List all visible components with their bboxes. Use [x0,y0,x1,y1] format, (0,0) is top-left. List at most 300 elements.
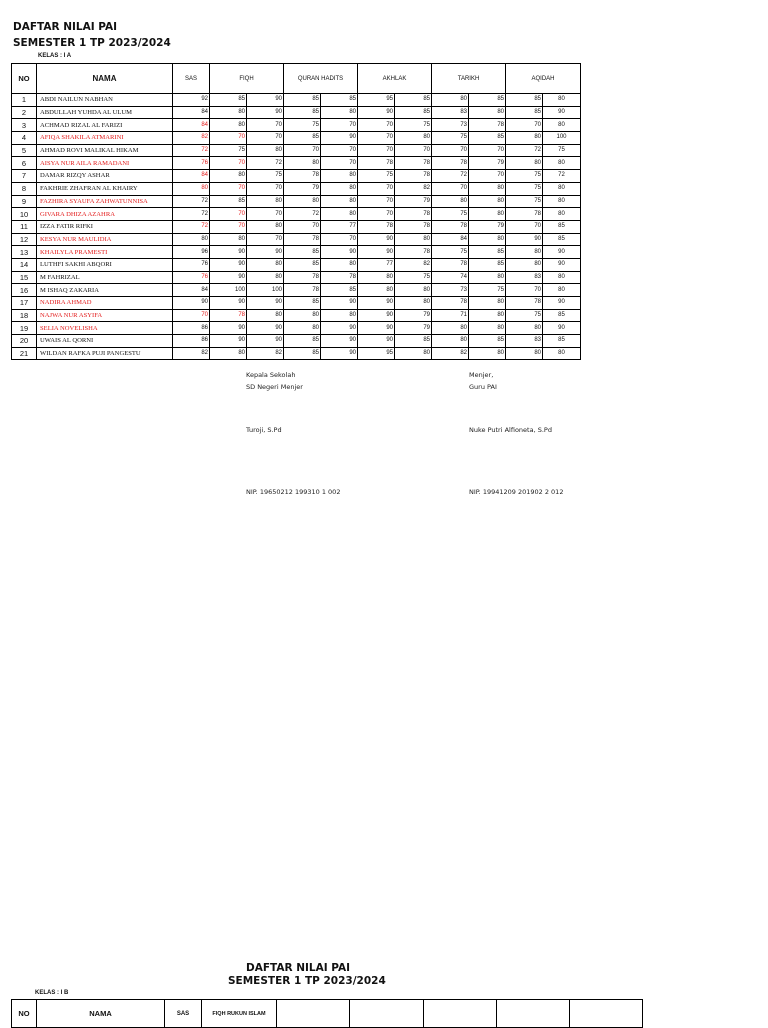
grade-cell: 85 [284,297,321,310]
grades-table [11,63,581,360]
grade-cell: 96 [173,246,210,259]
grade-cell: 78 [358,157,395,170]
table-row [12,182,581,195]
grade-cell: 73 [432,119,469,132]
grade-cell: 70 [432,144,469,157]
grade-cell: 90 [210,322,247,335]
grade-cell: 90 [210,258,247,271]
student-name: LUTHFI SAKHI ABQORI [37,258,173,271]
table-row [12,157,581,170]
grade-cell: 80 [469,182,506,195]
table-row [12,220,581,233]
grade-cell: 85 [284,347,321,360]
grade-cell: 78 [432,297,469,310]
grade-cell: 85 [284,335,321,348]
grade-cell: 78 [284,170,321,183]
grade-cell: 90 [358,106,395,119]
grade-cell: 85 [469,258,506,271]
table-row [12,322,581,335]
header-empty-1 [277,1000,350,1028]
grade-cell: 80 [247,144,284,157]
grade-cell: 80 [210,119,247,132]
grade-cell: 80 [247,309,284,322]
grade-cell: 90 [321,132,358,145]
grade-cell: 70 [210,208,247,221]
grade-cell: 75 [543,144,581,157]
grade-cell: 85 [284,246,321,259]
row-number: 20 [12,335,37,348]
grade-cell: 80 [469,322,506,335]
student-name: SELIA NOVELISHA [37,322,173,335]
grade-cell: 70 [247,132,284,145]
grade-cell: 75 [506,195,543,208]
document-subtitle-2: SEMESTER 1 TP 2023/2024 [228,975,386,987]
grade-cell: 78 [506,297,543,310]
grade-cell: 85 [284,258,321,271]
grade-cell: 85 [284,106,321,119]
grade-cell: 70 [321,119,358,132]
grade-cell: 75 [506,309,543,322]
grade-cell: 70 [210,132,247,145]
student-name: GIVARA DHIZA AZAHRA [37,208,173,221]
grade-cell: 75 [469,284,506,297]
grade-cell: 90 [321,335,358,348]
grade-cell: 80 [210,347,247,360]
document-title: DAFTAR NILAI PAI [13,21,118,33]
grade-cell: 71 [432,309,469,322]
header-empty-2 [350,1000,424,1028]
grade-cell: 80 [543,119,581,132]
grade-cell: 75 [358,170,395,183]
grade-cell: 70 [321,144,358,157]
grade-cell: 80 [543,182,581,195]
grade-cell: 78 [358,220,395,233]
table-row [12,258,581,271]
grade-cell: 78 [395,157,432,170]
grade-cell: 90 [247,246,284,259]
grade-cell: 90 [506,233,543,246]
grade-cell: 70 [506,119,543,132]
grade-cell: 100 [543,132,581,145]
grade-cell: 78 [432,220,469,233]
header-aqidah: AQIDAH [506,64,581,94]
grade-cell: 74 [432,271,469,284]
grade-cell: 78 [432,258,469,271]
table-row [12,132,581,145]
grade-cell: 78 [321,271,358,284]
grade-cell: 80 [284,195,321,208]
grade-cell: 80 [358,271,395,284]
grade-cell: 70 [358,195,395,208]
grade-cell: 85 [469,94,506,107]
grade-cell: 85 [321,284,358,297]
grade-cell: 80 [469,309,506,322]
grade-cell: 70 [358,208,395,221]
grade-cell: 85 [506,94,543,107]
grade-cell: 80 [247,220,284,233]
grade-cell: 80 [321,309,358,322]
grade-cell: 80 [543,284,581,297]
grade-cell: 72 [247,157,284,170]
principal-name: Turoji, S.Pd [246,426,282,434]
grade-cell: 85 [395,94,432,107]
header-sas-2: SAS [165,1000,202,1028]
row-number: 9 [12,195,37,208]
grade-cell: 70 [247,208,284,221]
grade-cell: 76 [173,258,210,271]
grade-cell: 80 [469,297,506,310]
header-fiqh-2: FIQH RUKUN ISLAM [202,1000,277,1028]
grade-cell: 72 [432,170,469,183]
grade-cell: 78 [395,208,432,221]
grade-cell: 70 [358,182,395,195]
grade-cell: 80 [284,309,321,322]
grade-cell: 80 [506,246,543,259]
grade-cell: 75 [395,119,432,132]
grade-cell: 90 [247,106,284,119]
grade-cell: 80 [543,347,581,360]
grade-cell: 80 [432,322,469,335]
grade-cell: 78 [395,246,432,259]
table-row [12,246,581,259]
grade-cell: 83 [506,335,543,348]
grade-cell: 70 [506,284,543,297]
table-row [12,208,581,221]
grade-cell: 78 [284,284,321,297]
table-row [12,119,581,132]
grade-cell: 70 [284,220,321,233]
grade-cell: 85 [506,106,543,119]
grade-cell: 70 [210,220,247,233]
row-number: 21 [12,347,37,360]
teacher-name: Nuke Putri Alfioneta, S.Pd [469,426,552,434]
header-no: NO [12,64,37,94]
grade-cell: 80 [247,271,284,284]
grade-cell: 90 [543,106,581,119]
grade-cell: 85 [284,132,321,145]
grade-cell: 72 [173,220,210,233]
grade-cell: 72 [173,195,210,208]
header-akhlak: AKHLAK [358,64,432,94]
header-tarikh: TARIKH [432,64,506,94]
header-no-2: NO [12,1000,37,1028]
teacher-title: Guru PAI [469,383,497,391]
grade-cell: 84 [173,170,210,183]
grade-cell: 80 [432,94,469,107]
grade-cell: 84 [432,233,469,246]
grade-cell: 90 [543,246,581,259]
grade-cell: 80 [284,322,321,335]
header-fiqh: FIQH [210,64,284,94]
row-number: 13 [12,246,37,259]
grade-cell: 82 [395,258,432,271]
grade-cell: 85 [210,195,247,208]
grade-cell: 80 [395,284,432,297]
grade-cell: 90 [247,322,284,335]
row-number: 8 [12,182,37,195]
grade-cell: 90 [247,335,284,348]
table-row [12,170,581,183]
grade-cell: 85 [284,94,321,107]
student-name: ACHMAD RIZAL AL FARIZI [37,119,173,132]
grade-cell: 79 [395,309,432,322]
grade-cell: 78 [469,119,506,132]
grade-cell: 70 [210,157,247,170]
grade-cell: 82 [432,347,469,360]
grade-cell: 100 [247,284,284,297]
grade-cell: 70 [247,119,284,132]
row-number: 12 [12,233,37,246]
grade-cell: 80 [543,271,581,284]
grade-cell: 80 [506,132,543,145]
grade-cell: 78 [432,157,469,170]
row-number: 19 [12,322,37,335]
grade-cell: 85 [543,309,581,322]
grade-cell: 79 [395,195,432,208]
grade-cell: 70 [469,144,506,157]
grade-cell: 70 [506,220,543,233]
grade-cell: 90 [321,246,358,259]
grade-cell: 85 [469,132,506,145]
student-name: UWAIS AL QORNI [37,335,173,348]
grade-cell: 83 [506,271,543,284]
grade-cell: 80 [321,195,358,208]
header-empty-3 [424,1000,497,1028]
grade-cell: 90 [358,309,395,322]
grade-cell: 78 [284,271,321,284]
grade-cell: 80 [469,271,506,284]
class-label-2: KELAS : I B [35,990,69,996]
row-number: 5 [12,144,37,157]
table-row [12,284,581,297]
grade-cell: 82 [247,347,284,360]
student-name: FAKHRIE ZHAFRAN AL KHAIRY [37,182,173,195]
place-label: Menjer, [469,371,494,379]
header-empty-5 [570,1000,643,1028]
grade-cell: 80 [395,347,432,360]
table-row [12,94,581,107]
header-nama-2: NAMA [37,1000,165,1028]
grade-cell: 90 [210,271,247,284]
grade-cell: 75 [432,132,469,145]
grade-cell: 70 [358,119,395,132]
student-name: ABDULLAH YUHDA AL ULUM [37,106,173,119]
grade-cell: 85 [469,246,506,259]
grade-cell: 70 [210,182,247,195]
grade-cell: 86 [173,335,210,348]
grade-cell: 80 [543,157,581,170]
row-number: 18 [12,309,37,322]
student-name: ABDI NAILUN NABHAN [37,94,173,107]
grade-cell: 90 [321,347,358,360]
student-name: AISYA NUR AILA RAMADANI [37,157,173,170]
grade-cell: 80 [432,335,469,348]
grade-cell: 70 [247,182,284,195]
grade-cell: 85 [543,220,581,233]
table-row [12,309,581,322]
student-name: KESYA NUR MAULIDIA [37,233,173,246]
header-nama: NAMA [37,64,173,94]
grade-cell: 90 [358,322,395,335]
grade-cell: 79 [469,157,506,170]
grade-cell: 75 [210,144,247,157]
grade-cell: 80 [469,208,506,221]
school-name: SD Negeri Menjer [246,383,303,391]
grade-cell: 70 [247,233,284,246]
grade-cell: 79 [469,220,506,233]
grade-cell: 75 [506,170,543,183]
table-row [12,233,581,246]
grade-cell: 80 [173,182,210,195]
grade-cell: 70 [321,157,358,170]
table-row [12,335,581,348]
grade-cell: 86 [173,322,210,335]
grade-cell: 78 [395,170,432,183]
grade-cell: 77 [358,258,395,271]
student-name: IZZA FATIR RIFKI [37,220,173,233]
grade-cell: 85 [395,106,432,119]
grade-cell: 70 [284,144,321,157]
grade-cell: 95 [358,347,395,360]
row-number: 11 [12,220,37,233]
grade-cell: 84 [173,284,210,297]
grade-cell: 80 [395,297,432,310]
row-number: 1 [12,94,37,107]
grade-cell: 75 [395,271,432,284]
document-title-2: DAFTAR NILAI PAI [246,962,351,974]
table-row [12,106,581,119]
grade-cell: 100 [210,284,247,297]
grade-cell: 72 [284,208,321,221]
row-number: 6 [12,157,37,170]
row-number: 14 [12,258,37,271]
grade-cell: 72 [543,170,581,183]
grade-cell: 80 [247,258,284,271]
grade-cell: 76 [173,271,210,284]
row-number: 10 [12,208,37,221]
header-row-2 [12,1000,643,1028]
grade-cell: 80 [247,195,284,208]
grade-cell: 70 [173,309,210,322]
grade-cell: 90 [247,297,284,310]
grade-cell: 80 [469,195,506,208]
grade-cell: 77 [321,220,358,233]
document-subtitle: SEMESTER 1 TP 2023/2024 [13,37,171,49]
grade-cell: 90 [210,335,247,348]
grade-cell: 72 [506,144,543,157]
grade-cell: 80 [395,132,432,145]
grade-cell: 80 [432,195,469,208]
grade-cell: 90 [358,233,395,246]
grade-cell: 80 [210,170,247,183]
grade-cell: 78 [210,309,247,322]
grade-cell: 79 [395,322,432,335]
grade-cell: 80 [321,258,358,271]
grade-cell: 72 [173,144,210,157]
grade-cell: 84 [173,119,210,132]
grade-cell: 82 [173,347,210,360]
header-quran-hadits: QURAN HADITS [284,64,358,94]
student-name: DAMAR RIZQY ASHAR [37,170,173,183]
grade-cell: 80 [321,208,358,221]
grade-cell: 80 [543,195,581,208]
grade-cell: 92 [173,94,210,107]
grade-cell: 90 [173,297,210,310]
table-row [12,297,581,310]
grade-cell: 80 [469,347,506,360]
student-name: AHMAD ROVI MALIKAL HIKAM [37,144,173,157]
student-name: WILDAN RAFKA PUJI PANGESTU [37,347,173,360]
grade-cell: 73 [432,284,469,297]
grade-cell: 70 [358,132,395,145]
grade-cell: 90 [543,258,581,271]
grade-cell: 76 [173,157,210,170]
table-row [12,271,581,284]
header-sas: SAS [173,64,210,94]
grade-cell: 82 [395,182,432,195]
grade-cell: 90 [543,322,581,335]
grade-cell: 80 [284,157,321,170]
grade-cell: 85 [210,94,247,107]
grade-cell: 80 [543,94,581,107]
header-empty-4 [497,1000,570,1028]
student-name: NADIRA AHMAD [37,297,173,310]
grade-cell: 72 [173,208,210,221]
grade-cell: 75 [506,182,543,195]
class-label: KELAS : I A [38,53,72,59]
grade-cell: 79 [284,182,321,195]
principal-title: Kepala Sekolah [246,371,296,379]
grade-cell: 80 [506,322,543,335]
grade-cell: 80 [321,106,358,119]
grade-cell: 85 [395,335,432,348]
grade-cell: 80 [395,233,432,246]
student-name: AFIQA SHAKILA ATMARINI [37,132,173,145]
grade-cell: 90 [210,297,247,310]
grade-cell: 75 [247,170,284,183]
grade-cell: 90 [321,297,358,310]
principal-nip: NIP. 19650212 199310 1 002 [246,488,341,496]
grade-cell: 95 [358,94,395,107]
grade-cell: 80 [469,233,506,246]
grade-cell: 85 [469,335,506,348]
grade-cell: 80 [506,157,543,170]
row-number: 3 [12,119,37,132]
table-row [12,195,581,208]
grade-cell: 90 [358,246,395,259]
header-row [12,64,581,94]
teacher-nip: NIP. 19941209 201902 2 012 [469,488,564,496]
student-name: FAZHIRA SYAUFA ZAHWATUNNISA [37,195,173,208]
grade-cell: 75 [432,208,469,221]
row-number: 15 [12,271,37,284]
grade-cell: 80 [210,106,247,119]
grade-cell: 90 [247,94,284,107]
grade-cell: 85 [543,335,581,348]
grade-cell: 75 [432,246,469,259]
row-number: 2 [12,106,37,119]
row-number: 17 [12,297,37,310]
grade-cell: 84 [173,106,210,119]
grade-cell: 75 [284,119,321,132]
grade-cell: 70 [469,170,506,183]
grade-cell: 80 [210,233,247,246]
grade-cell: 90 [321,322,358,335]
grade-cell: 90 [358,297,395,310]
grade-cell: 80 [173,233,210,246]
student-name: M ISHAQ ZAKARIA [37,284,173,297]
grade-cell: 78 [395,220,432,233]
